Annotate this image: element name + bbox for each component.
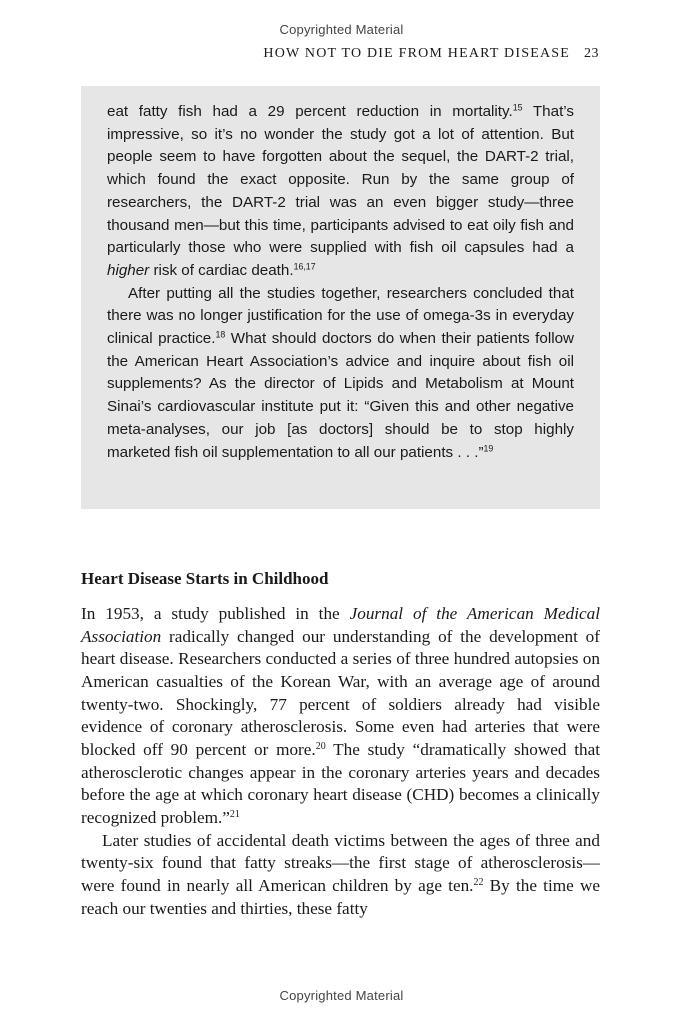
body-paragraph-2: Later studies of accidental death victims between the ages of three and twenty-six found that fatty streaks—the first stage of atherosclerosis—were found in nearly all American children by age ten.$^{22}$ By the time we reach our twenties and thirties, these fatty — [81, 830, 600, 918]
footnote-ref: 18 — [215, 329, 226, 340]
footnote-ref: 15 — [512, 102, 523, 113]
footnote-ref: 19 — [483, 443, 494, 454]
copyright-watermark-bottom: Copyrighted Material — [279, 988, 404, 1003]
chapter-title: HOW NOT TO DIE FROM HEART DISEASE — [263, 46, 570, 61]
footnote-ref: 21 — [229, 808, 240, 820]
footnote-ref: 20 — [315, 740, 326, 752]
sidebar-paragraph-2: After putting all the studies together, researchers concluded that there was no longer justification for the use of omega-3s in everyday clinical practice.$^{18}$ What should doctors do when their patients follow the American Heart Association’s advice and inquire about fish oil supplements? As the director of Lipids and Metabolism at Mount Sinai’s cardiovascular institute put it: “Given this and other negative meta-analyses, our job [as doctors] should be to stop highly marketed fish oil supplementation to all our patients . . .”$^{19}$ — [107, 284, 575, 461]
section-heading: Heart Disease Starts in Childhood — [81, 569, 329, 588]
section-body — [81, 603, 600, 920]
running-header — [263, 46, 599, 62]
copyright-watermark-top: Copyrighted Material — [279, 22, 404, 37]
footnote-ref: 22 — [473, 876, 484, 888]
footnote-ref: 16,17 — [293, 261, 316, 272]
sidebar-paragraph-1: eat fatty fish had a 29 percent reduction in mortality.$^{15}$ That’s impressive, so it’s no wonder the study got a lot of attention. But people seem to have forgotten about the sequel, the DART-2 trial, which found the exact opposite. Run by the same group of researchers, the DART-2 trial was an even bigger study—three thousand men—but this time, participants advised to eat oily fish and particularly those who were supplied with fish oil capsules had a higher risk of cardiac death.$^{16,17}$ — [107, 102, 574, 279]
page-number: 23 — [584, 46, 599, 61]
emphasis: higher — [107, 261, 150, 279]
body-paragraph-1: In 1953, a study published in the Journal of the American Medical Association radically changed our understanding of the development of heart disease. Researchers conducted a series of three hundred autopsies on American casualties of the Korean War, with an average age of around twenty-two. Shockingly, 77 percent of soldiers already had visible evidence of coronary atherosclerosis. Some even had arteries that were blocked off 90 percent or more.$^{20}$ The study “dramatically showed that atherosclerotic changes appear in the coronary arteries years and decades before the age at which coronary heart disease (CHD) becomes a clinically recognized problem.”$^{21}$ — [81, 604, 601, 827]
sidebar-box — [81, 86, 600, 509]
journal-title: Journal of the American Medical Association — [81, 604, 600, 646]
